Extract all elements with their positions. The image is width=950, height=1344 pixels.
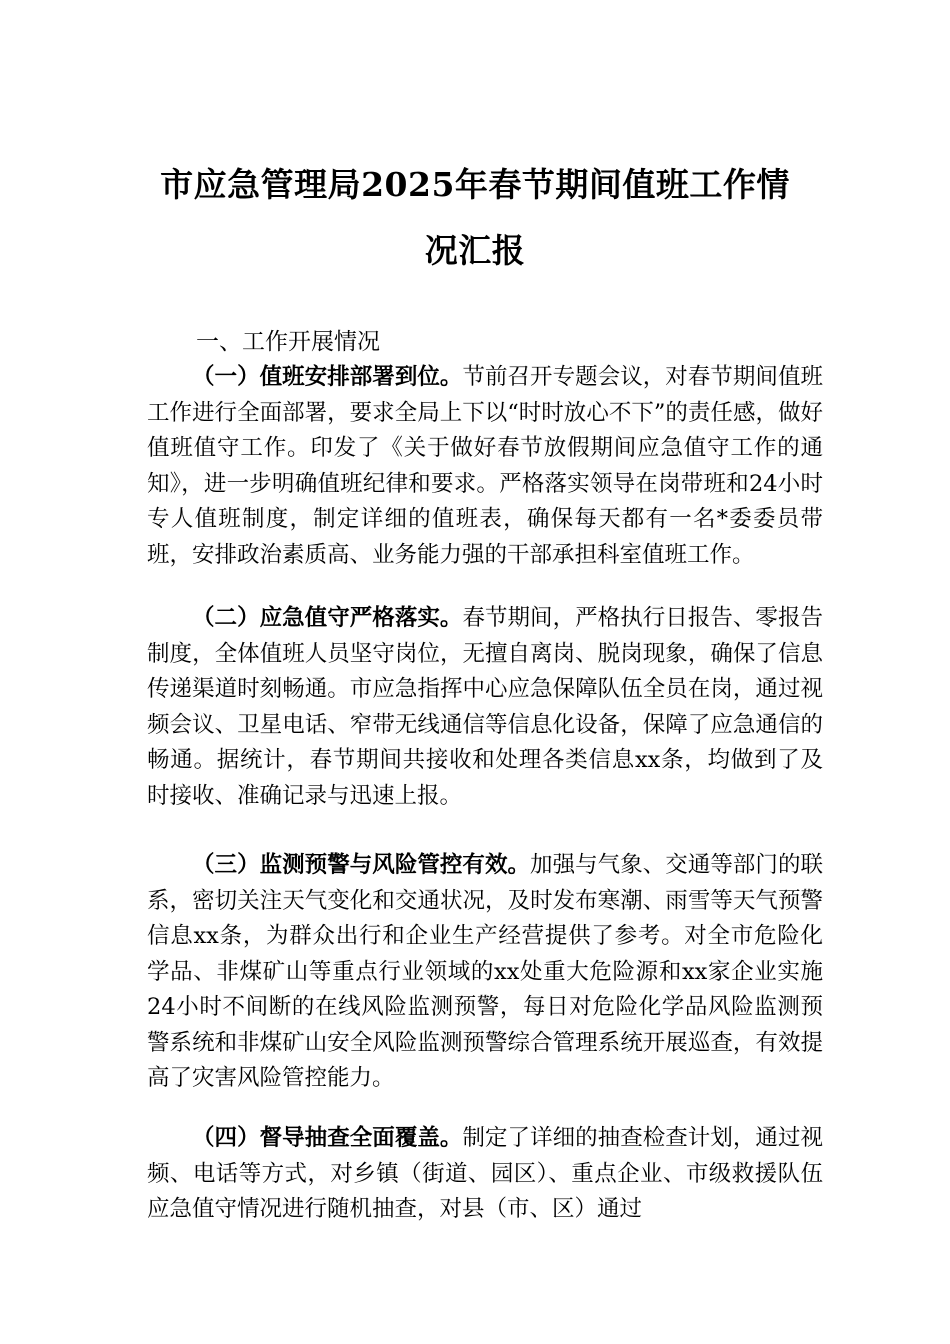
paragraph-2-lead: （二）应急值守严格落实。 xyxy=(192,605,463,631)
paragraph-3-body: 加强与气象、交通等部门的联系，密切关注天气变化和交通状况，及时发布寒潮、雨雪等天气预警信息xx条，为群众出行和企业生产经营提供了参考。对全市危险化学品、非煤矿山等重点行业领域的xx处重大危险源和xx家企业实施24小时不间断的在线风险监测预警，每日对危险化学品风险监测预警系统和非煤矿山安全风险监测预警综合管理系统开展巡查，有效提高了灾害风险管控能力。 xyxy=(147,852,823,1091)
section-heading: 一、工作开展情况 xyxy=(196,329,380,355)
paragraph-2 xyxy=(147,601,823,814)
paragraph-1 xyxy=(147,360,823,573)
paragraph-2-body: 春节期间，严格执行日报告、零报告制度，全体值班人员坚守岗位，无擅自离岗、脱岗现象，确保了信息传递渠道时刻畅通。市应急指挥中心应急保障队伍全员在岗，通过视频会议、卫星电话、窄带无线通信等信息化设备，保障了应急通信的畅通。据统计，春节期间共接收和处理各类信息xx条，均做到了及时接收、准确记录与迅速上报。 xyxy=(147,605,823,809)
paragraph-4-body: 制定了详细的抽查检查计划，通过视频、电话等方式，对乡镇（街道、园区）、重点企业、市级救援队伍应急值守情况进行随机抽查，对县（市、区）通过 xyxy=(147,1125,823,1222)
paragraph-3-lead: （三）监测预警与风险管控有效。 xyxy=(192,852,531,878)
paragraph-3 xyxy=(147,848,823,1097)
document-title-line-1: 市应急管理局2025年春节期间值班工作情 xyxy=(160,165,790,204)
paragraph-1-body: 节前召开专题会议，对春节期间值班工作进行全面部署，要求全局上下以“时时放心不下”的责任感，做好值班值守工作。印发了《关于做好春节放假期间应急值守工作的通知》，进一步明确值班纪律和要求。严格落实领导在岗带班和24小时专人值班制度，制定详细的值班表，确保每天都有一名*委委员带班，安排政治素质高、业务能力强的干部承担科室值班工作。 xyxy=(147,364,823,568)
document-title-line-2: 况汇报 xyxy=(424,231,526,270)
paragraph-4 xyxy=(147,1121,823,1228)
paragraph-4-lead: （四）督导抽查全面覆盖。 xyxy=(192,1125,463,1151)
paragraph-1-lead: （一）值班安排部署到位。 xyxy=(192,364,463,390)
